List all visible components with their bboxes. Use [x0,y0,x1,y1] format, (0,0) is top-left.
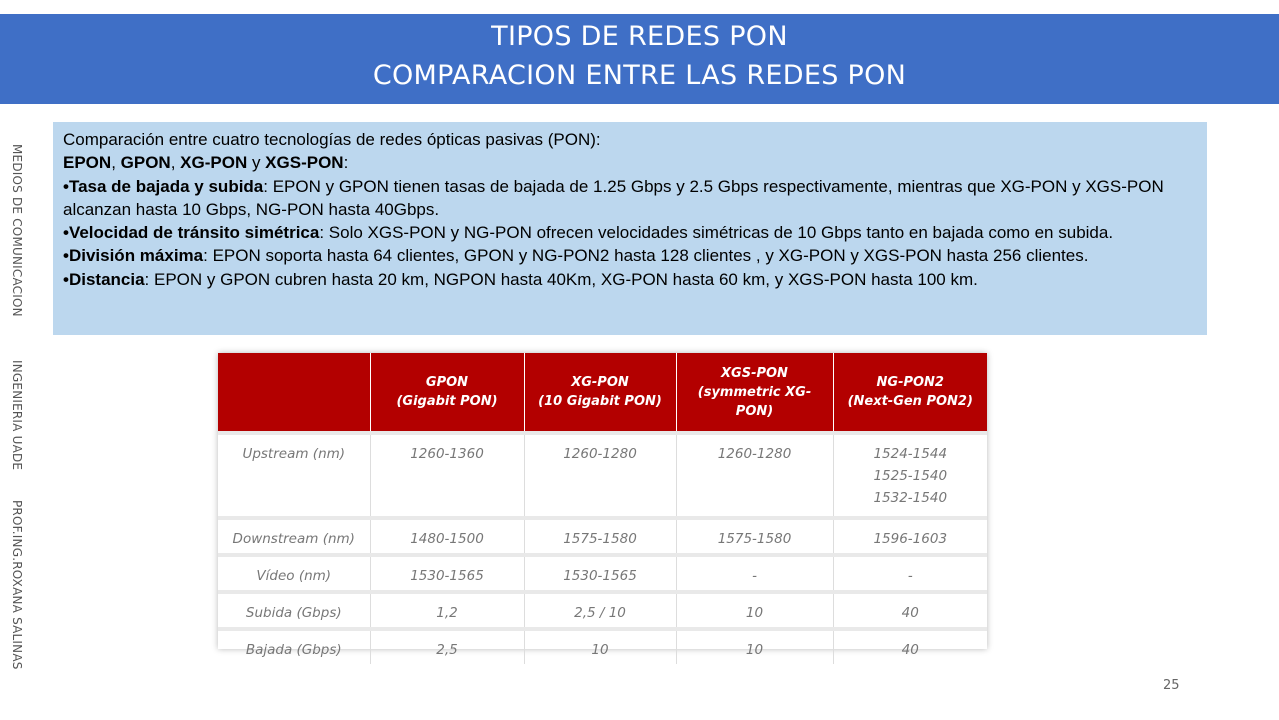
table-row [218,629,987,664]
header-xgspon [676,353,833,433]
header-subtitle: (Next-Gen PON2) [847,394,973,409]
cell-gpon: 1260-1360 [370,433,524,518]
bullet-text: : EPON soporta hasta 64 clientes, GPON y NG-PON2 hasta 128 clientes , y XG-PON y XGS-PON hasta 256 clientes. [203,246,1089,266]
bullet-text: : Solo XGS-PON y NG-PON ofrecen velocidades simétricas de 10 Gbps tanto en bajada como en subida. [319,223,1114,243]
cell-xgpon: 1260-1280 [524,433,676,518]
bullet-division [63,244,1197,267]
cell-line: 1532-1540 [873,490,948,506]
row-label: Upstream (nm) [218,433,370,518]
sidebar-institution: INGENIERIA UADE [10,360,24,471]
table-row [218,518,987,555]
slide-title-line2: COMPARACION ENTRE LAS REDES PON [372,60,907,91]
cell-line: 1525-1540 [873,468,948,484]
tech-epon: EPON [63,153,112,173]
comparison-table [218,353,987,664]
header-name: NG-PON2 [876,375,944,390]
cell-gpon: 2,5 [370,629,524,664]
sidebar-professor: PROF.ING.ROXANA SALINAS [10,500,24,670]
header-xgpon [524,353,676,433]
cell-xgspon: 1575-1580 [676,518,833,555]
bullet-tasa [63,175,1197,222]
cell-xgpon: 1575-1580 [524,518,676,555]
cell-ngpon2 [833,433,987,518]
tech-xgspon: XGS-PON [265,153,344,173]
cell-xgspon: 10 [676,629,833,664]
table-header-row [218,353,987,433]
bullet-velocidad [63,221,1197,244]
slide-title-line1: TIPOS DE REDES PON [491,21,788,52]
bullet-title: •División máxima [63,246,204,266]
cell-xgpon: 1530-1565 [524,555,676,592]
cell-ngpon2: 40 [833,592,987,629]
cell-ngpon2: 1596-1603 [833,518,987,555]
cell-gpon: 1480-1500 [370,518,524,555]
cell-ngpon2: 40 [833,629,987,664]
table-row [218,592,987,629]
cell-xgspon: 1260-1280 [676,433,833,518]
slide-title-bar [0,14,1279,104]
intro-text-box [53,122,1207,335]
row-label: Subida (Gbps) [218,592,370,629]
header-subtitle: (symmetric XG-PON) [697,384,812,419]
row-label: Bajada (Gbps) [218,629,370,664]
sep: , [111,153,121,173]
table-row [218,555,987,592]
header-ngpon2 [833,353,987,433]
vertical-sidebar [10,140,40,680]
comparison-table-image [218,353,987,658]
tech-list [63,151,1197,174]
cell-gpon: 1,2 [370,592,524,629]
bullet-distancia [63,268,1197,291]
cell-xgpon: 2,5 / 10 [524,592,676,629]
cell-gpon: 1530-1565 [370,555,524,592]
cell-xgpon: 10 [524,629,676,664]
bullet-title: •Velocidad de tránsito simétrica [63,223,320,243]
header-gpon [370,353,524,433]
sidebar-course-name: MEDIOS DE COMUNICACION [10,144,24,317]
sep: y [247,153,266,173]
cell-xgspon: - [676,555,833,592]
cell-xgspon: 10 [676,592,833,629]
row-label: Downstream (nm) [218,518,370,555]
header-name: GPON [425,375,469,390]
cell-line: 1524-1544 [873,446,948,462]
header-name: XGS-PON [721,365,788,381]
bullet-text: : EPON y GPON tienen tasas de bajada de 1.25 Gbps y 2.5 Gbps respectivamente, mientras que XG-PON y XGS-PON alcanzan hasta 10 Gbps, NG-PON hasta 40Gbps. [63,176,1164,219]
table-row [218,433,987,518]
tech-gpon: GPON [120,153,171,173]
bullet-text: : EPON y GPON cubren hasta 20 km, NGPON hasta 40Km, XG-PON hasta 60 km, y XGS-PON hasta 100 km. [144,269,978,289]
sep: : [343,153,349,173]
header-subtitle: (10 Gigabit PON) [538,394,662,409]
cell-ngpon2: - [833,555,987,592]
header-empty [218,353,370,433]
header-name: XG-PON [571,375,629,390]
page-number: 25 [1163,678,1180,693]
header-subtitle: (Gigabit PON) [396,394,498,409]
row-label: Vídeo (nm) [218,555,370,592]
tech-xgpon: XG-PON [180,153,248,173]
bullet-title: •Distancia [63,269,145,289]
intro-line: Comparación entre cuatro tecnologías de redes ópticas pasivas (PON): [63,130,601,149]
bullet-title: •Tasa de bajada y subida [63,176,264,196]
sep: , [170,153,181,173]
